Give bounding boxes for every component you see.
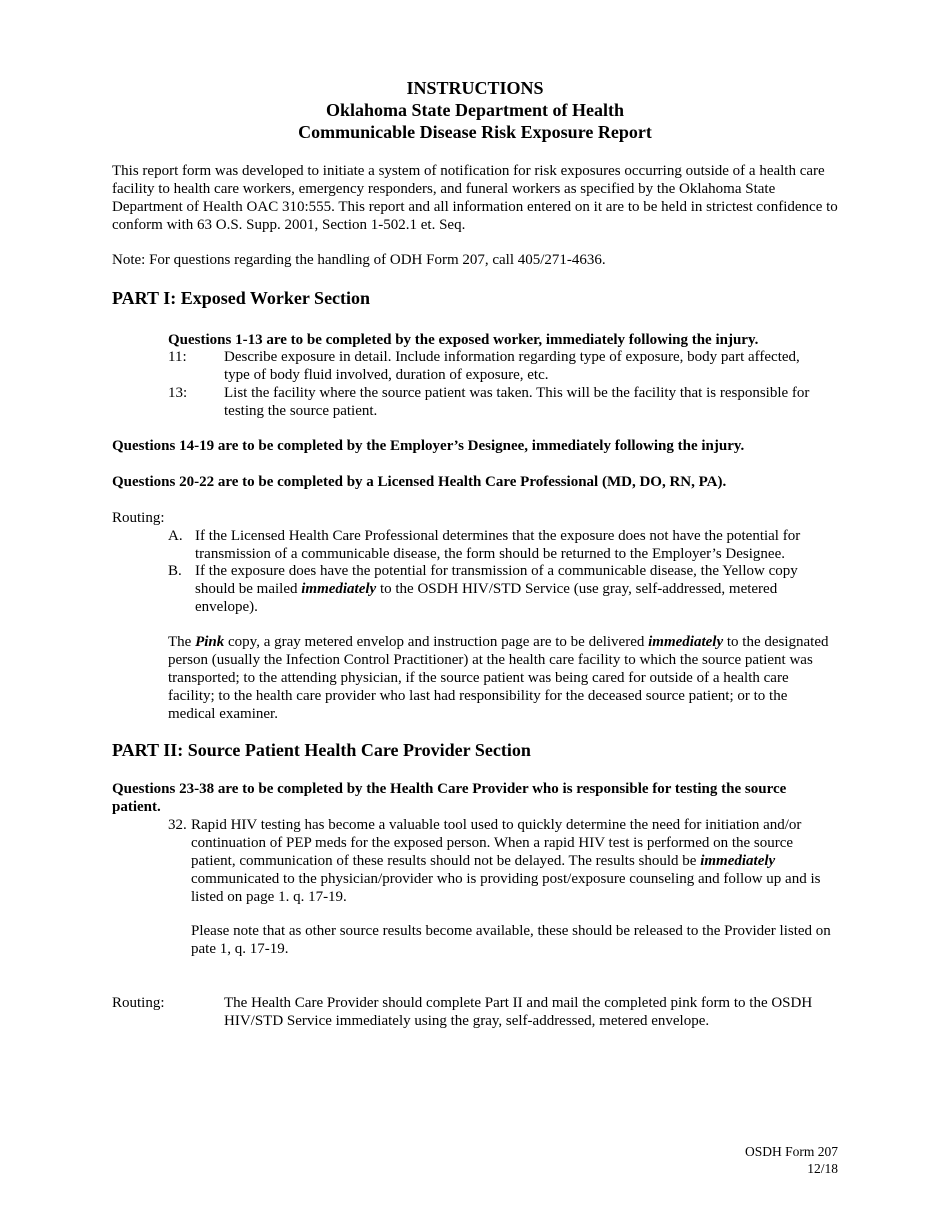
part2-note: Please note that as other source results become available, these should be released to the Provider listed on pate 1, q. 17-19. [191, 923, 831, 957]
routing-b-letter: B. [168, 563, 182, 579]
item-11-text: Describe exposure in detail. Include information regarding type of exposure, body part affected, type of body fluid involved, duration of exposure, etc. [224, 349, 800, 383]
emphasis-pink: Pink [195, 634, 225, 650]
footer-form-number: OSDH Form 207 [744, 1144, 838, 1159]
item-32-text: Rapid HIV testing has become a valuable tool used to quickly determine the need for initiation and/or continuation of PEP meds for the exposed person. When a rapid HIV test is performed on the source patient, communication of these results should not be delayed. The results should be immediately communicated to the physician/provider who is providing post/exposure counseling and follow up and is listed on page 1. q. 17-19. [191, 817, 821, 905]
part2-heading: PART II: Source Patient Health Care Provider Section [112, 740, 531, 760]
item-32-number: 32. [168, 817, 187, 833]
emphasis-immediately: immediately [700, 853, 776, 869]
title-department: Oklahoma State Department of Health [326, 100, 624, 120]
intro-paragraph: This report form was developed to initiate a system of notification for risk exposures occurring outside of a health care facility to health care workers, emergency responders, and funeral workers as specified by the Oklahoma State Department of Health OAC 310:555. This report and all information entered on it are to be held in strictest confidence to conform with 63 O.S. Supp. 2001, Section 1-502.1 et. Seq. [112, 163, 838, 233]
pink-copy-paragraph: The Pink copy, a gray metered envelop and instruction page are to be delivered immediately to the designated person (usually the Infection Control Practitioner) at the health care facility to which the source patient was transported; to the attending physician, if the source patient was being cared for outside of a health care facility; to the health care provider who last had responsibility for the deceased source patient; or to the medical examiner. [168, 634, 829, 722]
item-13-number: 13: [168, 385, 188, 401]
title-instructions: INSTRUCTIONS [406, 78, 544, 98]
emphasis-immediately: immediately [648, 634, 724, 650]
part2-q23-38: Questions 23-38 are to be completed by the Health Care Provider who is responsible for testing the source patient. [112, 781, 787, 815]
routing-a-letter: A. [168, 528, 183, 544]
part1-q1-13: Questions 1-13 are to be completed by the exposed worker, immediately following the injury. [168, 332, 759, 348]
part2-routing-text: The Health Care Provider should complete Part II and mail the completed pink form to the OSDH HIV/STD Service immediately using the gray, self-addressed, metered envelope. [224, 995, 813, 1029]
routing-b-text: If the exposure does have the potential for transmission of a communicable disease, the Yellow copy should be mailed immediately to the OSDH HIV/STD Service (use gray, self-addressed, metered envelope). [195, 563, 798, 615]
part1-heading: PART I: Exposed Worker Section [112, 288, 371, 308]
part1-q20-22: Questions 20-22 are to be completed by a Licensed Health Care Professional (MD, DO, RN, PA). [112, 474, 727, 490]
part2-routing-label: Routing: [112, 995, 165, 1011]
item-13-text: List the facility where the source patient was taken. This will be the facility that is responsible for testing the source patient. [224, 385, 810, 419]
routing-a-text: If the Licensed Health Care Professional determines that the exposure does not have the potential for transmission of a communicable disease, the form should be returned to the Employer’s Designee. [195, 528, 801, 562]
footer-revision-date: 12/18 [807, 1161, 838, 1176]
part1-routing-label: Routing: [112, 510, 165, 526]
title-report-name: Communicable Disease Risk Exposure Report [298, 122, 652, 142]
intro-note: Note: For questions regarding the handling of ODH Form 207, call 405/271-4636. [112, 252, 606, 268]
part1-q14-19: Questions 14-19 are to be completed by the Employer’s Designee, immediately following the injury. [112, 438, 745, 454]
item-11-number: 11: [168, 349, 187, 365]
emphasis-immediately: immediately [301, 581, 377, 597]
